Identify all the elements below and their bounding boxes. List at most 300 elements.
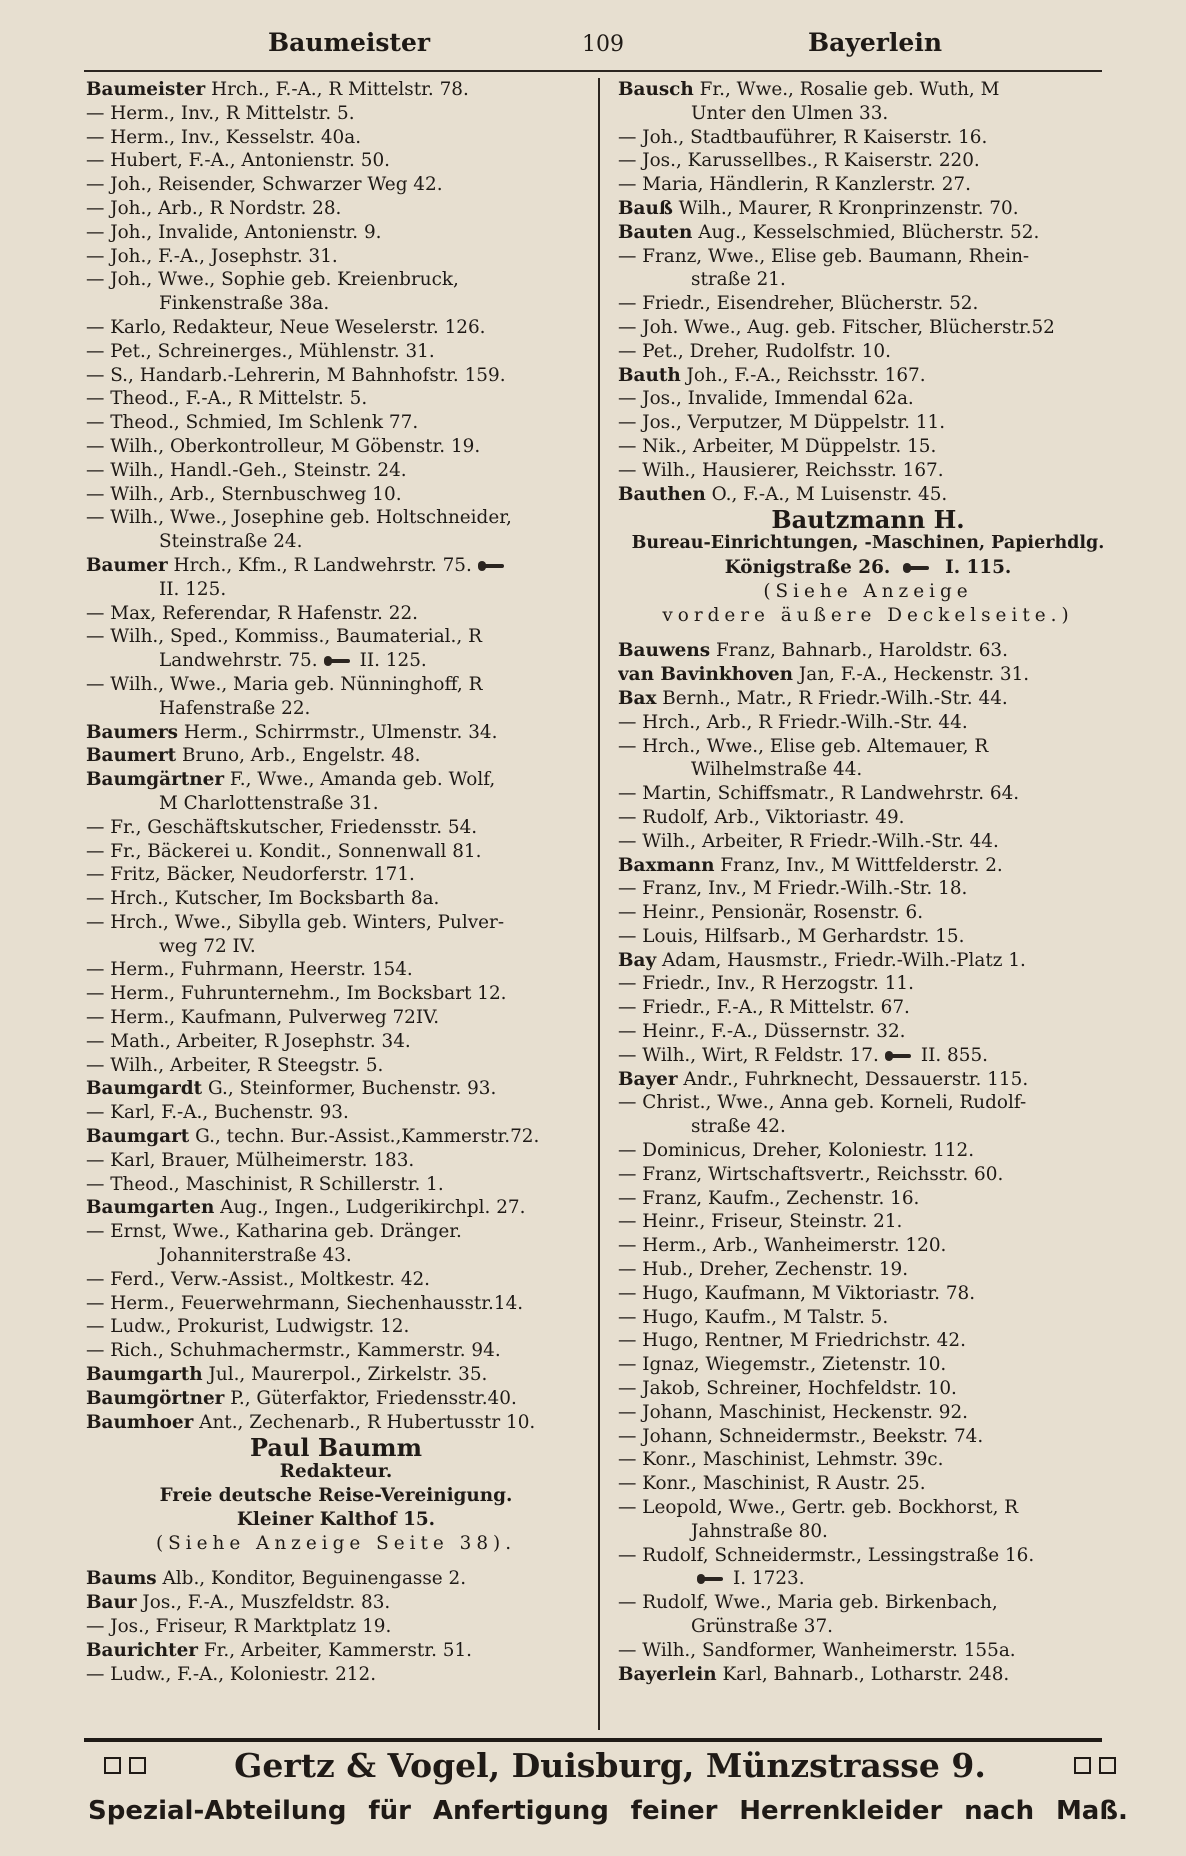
directory-entry — [86, 1615, 586, 1639]
entry-text: F., Wwe., Amanda geb. Wolf, — [224, 769, 496, 791]
directory-entry — [618, 1496, 1118, 1520]
entry-text: Aug., Ingen., Ludgerikirchpl. 27. — [214, 1197, 526, 1219]
directory-entry — [86, 958, 586, 982]
directory-entry — [86, 673, 586, 697]
entry-continuation — [618, 1520, 1118, 1544]
entry-text: — Nik., Arbeiter, M Düppelstr. 15. — [618, 435, 937, 457]
entry-text: — Wilh., Wwe., Maria geb. Nünninghoff, R — [86, 673, 483, 695]
directory-entry — [86, 554, 586, 578]
directory-entry — [618, 459, 1118, 483]
directory-entry — [618, 830, 1118, 854]
page-number: 109 — [582, 32, 624, 57]
entry-text: — Karl, F.-A., Buchenstr. 93. — [86, 1102, 349, 1124]
directory-entry — [618, 1353, 1118, 1377]
directory-entry — [618, 364, 1118, 388]
entry-text: — Pet., Schreinerges., Mühlenstr. 31. — [86, 340, 435, 362]
entry-text: — Hrch., Wwe., Sibylla geb. Winters, Pulver- — [86, 911, 505, 933]
entry-text: Hrch., Kfm., R Landwehrstr. 75. — [167, 554, 472, 576]
directory-entry — [86, 1196, 586, 1220]
entry-text: Finkenstraße 38a. — [159, 293, 330, 315]
directory-entry — [618, 1306, 1118, 1330]
ad-company-name: Bautzmann H. — [771, 505, 965, 535]
entry-text: — Karl, Brauer, Mülheimerstr. 183. — [86, 1149, 415, 1171]
entry-text: — Konr., Maschinist, R Austr. 25. — [618, 1473, 926, 1495]
directory-entry — [618, 411, 1118, 435]
directory-entry — [618, 126, 1118, 150]
entry-text: — Johann, Schneidermstr., Beekstr. 74. — [618, 1425, 984, 1447]
directory-entry — [86, 316, 586, 340]
entry-text: — Theod., F.-A., R Mittelstr. 5. — [86, 388, 368, 410]
entry-text: — Friedr., Eisendreher, Blücherstr. 52. — [618, 293, 979, 315]
entry-text: — Hubert, F.-A., Antonienstr. 50. — [86, 150, 390, 172]
directory-entry — [618, 639, 1118, 663]
entry-text: — Leopold, Wwe., Gertr. geb. Bockhorst, R — [618, 1497, 1019, 1519]
directory-entry — [618, 1163, 1118, 1187]
header-right-keyword: Bayerlein — [808, 28, 943, 57]
surname: Baxmann — [618, 854, 715, 876]
surname: Baumert — [86, 745, 177, 767]
surname: Bauwens — [618, 640, 711, 662]
directory-entry — [618, 1091, 1118, 1115]
entry-text: — Hugo, Kaufmann, M Viktoriastr. 78. — [618, 1282, 976, 1304]
directory-entry — [618, 1258, 1118, 1282]
entry-text: — Hrch., Arb., R Friedr.-Wilh.-Str. 44. — [618, 711, 968, 733]
surname: Bauß — [618, 197, 673, 219]
directory-entry — [86, 1054, 586, 1078]
directory-entry — [618, 483, 1118, 507]
entry-text: — S., Handarb.-Lehrerin, M Bahnhofstr. 159. — [86, 364, 506, 386]
right-entries-continued — [618, 639, 1118, 1686]
directory-entry — [86, 1030, 586, 1054]
directory-entry — [86, 1663, 586, 1687]
entry-text: — Hrch., Kutscher, Im Bocksbarth 8a. — [86, 888, 440, 910]
directory-entry — [86, 602, 586, 626]
directory-entry — [86, 911, 586, 935]
entry-text: straße 42. — [691, 1116, 786, 1138]
directory-entry — [618, 387, 1118, 411]
entry-text: — Jos., Invalide, Immendal 62a. — [618, 388, 914, 410]
surname: van Bavinkhoven — [618, 664, 794, 686]
entry-text: Wilh., Maurer, R Kronprinzenstr. 70. — [672, 197, 1019, 219]
footer-ad-word: Spezial-Abteilung — [88, 1796, 347, 1826]
directory-entry — [618, 854, 1118, 878]
entry-text: — Louis, Hilfsarb., M Gerhardstr. 15. — [618, 925, 965, 947]
directory-entry — [86, 173, 586, 197]
entry-continuation — [618, 1115, 1118, 1139]
directory-entry — [618, 1377, 1118, 1401]
entry-text: Bernh., Matr., R Friedr.-Wilh.-Str. 44. — [656, 687, 1008, 709]
directory-entry — [86, 483, 586, 507]
directory-entry — [86, 1639, 586, 1663]
directory-entry — [618, 1639, 1118, 1663]
directory-entry — [618, 435, 1118, 459]
entry-text: — Jos., Verputzer, M Düppelstr. 11. — [618, 412, 946, 434]
entry-text: — Rich., Schuhmachermstr., Kammerstr. 94. — [86, 1340, 501, 1362]
entry-text: P., Güterfaktor, Friedensstr.40. — [224, 1387, 517, 1409]
telephone-icon — [324, 656, 354, 666]
surname: Baumgärtner — [86, 769, 225, 791]
directory-entry — [86, 245, 586, 269]
ad-note2: vordere äußere Deckelseite.) — [662, 604, 1074, 626]
directory-entry — [618, 806, 1118, 830]
ad-title: Redakteur. — [279, 1461, 393, 1483]
entry-text: Alb., Konditor, Beguinengasse 2. — [156, 1568, 467, 1590]
directory-entry — [86, 625, 586, 649]
left-advertisement — [86, 1433, 586, 1555]
surname: Baumeister — [86, 79, 206, 100]
entry-continuation — [618, 758, 1118, 782]
entry-text: — Wilh., Arbeiter, R Friedr.-Wilh.-Str. 44. — [618, 830, 999, 852]
entry-text: — Fr., Geschäftskutscher, Friedensstr. 54. — [86, 816, 478, 838]
entry-text: Jul., Maurerpol., Zirkelstr. 35. — [202, 1364, 488, 1386]
entry-text: — Heinr., Pensionär, Rosenstr. 6. — [618, 902, 924, 924]
entry-text: Landwehrstr. 75. — [159, 650, 318, 672]
directory-entry — [618, 1282, 1118, 1306]
entry-text: — Ignaz, Wiegemstr., Zietenstr. 10. — [618, 1354, 947, 1376]
ad-note1: (Siehe Anzeige — [763, 580, 973, 602]
entry-text: Ant., Zechenarb., R Hubertusstr 10. — [193, 1411, 536, 1433]
telephone-icon — [478, 561, 508, 571]
entry-continuation — [86, 935, 586, 959]
entry-text: — Herm., Arb., Wanheimerstr. 120. — [618, 1235, 947, 1257]
right-column — [618, 78, 1118, 1686]
entry-text: Aug., Kesselschmied, Blücherstr. 52. — [692, 221, 1040, 243]
phone-number: II. 855. — [920, 1044, 988, 1066]
entry-continuation — [86, 578, 586, 602]
entry-text: — Hugo, Kaufm., M Talstr. 5. — [618, 1306, 889, 1328]
directory-entry — [86, 1149, 586, 1173]
directory-entry — [86, 364, 586, 388]
directory-entry — [86, 1387, 586, 1411]
directory-entry — [86, 744, 586, 768]
footer-ad-company: Gertz & Vogel, Duisburg, Münzstrasse 9. — [234, 1746, 986, 1785]
entry-text: — Christ., Wwe., Anna geb. Korneli, Rudolf- — [618, 1092, 1027, 1114]
entry-text: — Herm., Fuhrmann, Heerstr. 154. — [86, 959, 413, 981]
directory-entry — [86, 459, 586, 483]
phone-number: II. 125. — [359, 650, 427, 672]
entry-text: M Charlottenstraße 31. — [159, 792, 379, 814]
telephone-icon — [885, 1051, 915, 1061]
entry-text: Jahnstraße 80. — [691, 1520, 828, 1542]
directory-entry — [86, 1567, 586, 1591]
directory-entry — [618, 1329, 1118, 1353]
directory-entry — [618, 949, 1118, 973]
directory-entry — [618, 173, 1118, 197]
directory-entry — [618, 877, 1118, 901]
ad-address: Kleiner Kalthof 15. — [236, 1508, 436, 1530]
directory-entry — [618, 1448, 1118, 1472]
entry-text: — Maria, Händlerin, R Kanzlerstr. 27. — [618, 174, 971, 196]
entry-text: — Heinr., Friseur, Steinstr. 21. — [618, 1211, 903, 1233]
directory-entry — [618, 292, 1118, 316]
decor-squares-left — [100, 1757, 150, 1774]
entry-continuation — [618, 102, 1118, 126]
directory-entry — [86, 887, 586, 911]
directory-entry — [618, 972, 1118, 996]
entry-text: — Joh., Arb., R Nordstr. 28. — [86, 197, 342, 219]
directory-entry — [618, 340, 1118, 364]
ad-name: Paul Baumm — [250, 1433, 422, 1463]
entry-text: — Wilh., Sandformer, Wanheimerstr. 155a. — [618, 1639, 1016, 1661]
entry-text: Karl, Bahnarb., Lotharstr. 248. — [716, 1663, 1010, 1685]
directory-entry — [86, 721, 586, 745]
entry-text: — Hub., Dreher, Zechenstr. 19. — [618, 1259, 909, 1281]
directory-entry — [86, 435, 586, 459]
directory-entry — [86, 387, 586, 411]
directory-entry — [618, 1210, 1118, 1234]
left-entries — [86, 78, 586, 1434]
entry-text: — Jos., Karussellbes., R Kaiserstr. 220. — [618, 150, 980, 172]
surname: Bax — [618, 687, 657, 709]
surname: Baur — [86, 1592, 137, 1614]
directory-entry — [618, 149, 1118, 173]
footer-ad-word: nach — [964, 1796, 1035, 1826]
decor-squares-right — [1070, 1757, 1120, 1774]
entry-text: straße 21. — [691, 269, 786, 291]
directory-entry — [618, 1472, 1118, 1496]
entry-continuation — [618, 268, 1118, 292]
entry-text: Hafenstraße 22. — [159, 697, 311, 719]
directory-entry — [618, 197, 1118, 221]
ad-line1: Bureau-Einrichtungen, -Maschinen, Papierhdlg. — [631, 533, 1105, 554]
surname: Baumhoer — [86, 1411, 194, 1433]
directory-entry — [86, 1006, 586, 1030]
entry-text: Adam, Hausmstr., Friedr.-Wilh.-Platz 1. — [656, 949, 1026, 971]
ad-organization: Freie deutsche Reise-Vereinigung. — [159, 1485, 513, 1507]
entry-text: — Ludw., F.-A., Koloniestr. 212. — [86, 1663, 377, 1685]
entry-text: — Friedr., F.-A., R Mittelstr. 67. — [618, 997, 910, 1019]
entry-text: — Franz, Wirtschaftsvertr., Reichsstr. 60. — [618, 1163, 1004, 1185]
entry-text: — Hrch., Wwe., Elise geb. Altemauer, R — [618, 735, 989, 757]
header-rule — [84, 70, 1102, 72]
entry-text: — Rudolf, Arb., Viktoriastr. 49. — [618, 806, 905, 828]
entry-text: I. 1723. — [733, 1568, 805, 1590]
directory-entry — [86, 1363, 586, 1387]
entry-text: Franz, Inv., M Wittfelderstr. 2. — [714, 854, 1003, 876]
entry-text: — Max, Referendar, R Hafenstr. 22. — [86, 602, 418, 624]
directory-entry — [86, 411, 586, 435]
directory-entry — [86, 982, 586, 1006]
ad-note: (Siehe Anzeige Seite 38). — [155, 1532, 517, 1554]
footer-ad-line2 — [88, 1796, 1128, 1826]
directory-entry — [86, 149, 586, 173]
entry-text: — Franz, Kaufm., Zechenstr. 16. — [618, 1187, 920, 1209]
directory-entry — [618, 316, 1118, 340]
entry-text: — Pet., Dreher, Rudolfstr. 10. — [618, 340, 891, 362]
entry-text: — Ernst, Wwe., Katharina geb. Dränger. — [86, 1221, 462, 1243]
directory-entry — [86, 1591, 586, 1615]
entry-text: — Joh., Wwe., Sophie geb. Kreienbruck, — [86, 269, 459, 291]
footer-ad-word: für — [368, 1796, 411, 1826]
ad-line2 — [618, 556, 1118, 580]
entry-continuation — [618, 1567, 1118, 1591]
surname: Baumer — [86, 554, 168, 576]
ad-phone: I. 115. — [945, 556, 1012, 578]
directory-entry — [618, 1139, 1118, 1163]
directory-entry — [86, 863, 586, 887]
entry-text: — Wilh., Arbeiter, R Steegstr. 5. — [86, 1054, 384, 1076]
footer-ad-word: Maß. — [1055, 1796, 1128, 1826]
directory-entry — [86, 1173, 586, 1197]
entry-text: Unter den Ulmen 33. — [691, 102, 889, 124]
directory-entry — [86, 768, 586, 792]
entry-continuation — [618, 1615, 1118, 1639]
directory-entry — [86, 1315, 586, 1339]
entry-text: — Herm., Fuhrunternehm., Im Bocksbart 12. — [86, 983, 507, 1005]
directory-entry — [618, 1663, 1118, 1687]
directory-entry — [618, 1425, 1118, 1449]
surname: Baums — [86, 1568, 157, 1590]
directory-entry — [618, 925, 1118, 949]
surname: Baumers — [86, 721, 179, 743]
directory-entry — [618, 221, 1118, 245]
surname: Bausch — [618, 79, 694, 100]
entry-text: — Jakob, Schreiner, Hochfeldstr. 10. — [618, 1378, 957, 1400]
entry-text: — Wilh., Hausierer, Reichsstr. 167. — [618, 459, 944, 481]
directory-entry — [618, 1401, 1118, 1425]
entry-text: Joh., F.-A., Reichsstr. 167. — [680, 364, 926, 386]
entry-text: Wilhelmstraße 44. — [691, 759, 863, 781]
entry-text: — Joh., Reisender, Schwarzer Weg 42. — [86, 174, 443, 196]
directory-entry — [618, 735, 1118, 759]
right-advertisement — [618, 505, 1118, 627]
footer-ad-word: Anfertigung — [432, 1796, 609, 1826]
entry-text: — Dominicus, Dreher, Koloniestr. 112. — [618, 1140, 975, 1162]
entry-text: — Rudolf, Wwe., Maria geb. Birkenbach, — [618, 1592, 998, 1614]
directory-entry — [86, 840, 586, 864]
column-divider — [598, 78, 600, 1730]
entry-text: Andr., Fuhrknecht, Dessauerstr. 115. — [677, 1068, 1029, 1090]
directory-entry — [618, 901, 1118, 925]
header-left-keyword: Baumeister — [268, 28, 431, 57]
directory-entry — [618, 1020, 1118, 1044]
entry-text: — Theod., Schmied, Im Schlenk 77. — [86, 412, 419, 434]
directory-entry — [86, 126, 586, 150]
entry-text: Herm., Schirrmstr., Ulmenstr. 34. — [178, 721, 498, 743]
surname: Baurichter — [86, 1639, 198, 1661]
surname: Baumgart — [86, 1126, 190, 1148]
entry-text: Fr., Wwe., Rosalie geb. Wuth, M — [693, 79, 1000, 100]
footer-ad-word: Herrenkleider — [739, 1796, 943, 1826]
entry-text: — Heinr., F.-A., Düssernstr. 32. — [618, 1021, 906, 1043]
surname: Bayer — [618, 1068, 678, 1090]
entry-text: weg 72 IV. — [159, 935, 256, 957]
entry-continuation — [86, 292, 586, 316]
entry-continuation — [86, 697, 586, 721]
surname: Bauten — [618, 221, 693, 243]
surname: Bay — [618, 949, 657, 971]
entry-text: — Friedr., Inv., R Herzogstr. 11. — [618, 973, 914, 995]
directory-entry — [86, 1077, 586, 1101]
entry-text: — Jos., Friseur, R Marktplatz 19. — [86, 1616, 392, 1637]
directory-entry — [618, 996, 1118, 1020]
entry-text: — Wilh., Wwe., Josephine geb. Holtschneider, — [86, 507, 512, 529]
directory-entry — [618, 1234, 1118, 1258]
entry-text: — Franz, Wwe., Elise geb. Baumann, Rhein- — [618, 245, 1030, 267]
directory-entry — [86, 102, 586, 126]
ad-street: Königstraße 26. — [724, 556, 891, 578]
surname: Bauthen — [618, 483, 706, 505]
telephone-icon — [903, 563, 933, 573]
surname: Bayerlein — [618, 1663, 717, 1685]
surname: Baumgardt — [86, 1078, 203, 1100]
entry-text: — Joh., Stadtbauführer, R Kaiserstr. 16. — [618, 126, 988, 148]
entry-text: — Wilh., Sped., Kommiss., Baumaterial., R — [86, 626, 482, 648]
directory-entry — [618, 1544, 1118, 1568]
entry-text: Steinstraße 24. — [159, 531, 303, 553]
entry-text: — Rudolf, Schneidermstr., Lessingstraße 16. — [618, 1544, 1035, 1566]
directory-entry — [618, 1044, 1118, 1068]
surname: Baumgarth — [86, 1364, 203, 1386]
entry-text: — Herm., Kaufmann, Pulverweg 72IV. — [86, 1007, 440, 1029]
directory-entry — [86, 1292, 586, 1316]
entry-text: Bruno, Arb., Engelstr. 48. — [176, 745, 421, 767]
entry-text: Jan, F.-A., Heckenstr. 31. — [793, 664, 1030, 686]
entry-text: — Theod., Maschinist, R Schillerstr. 1. — [86, 1173, 444, 1195]
directory-entry — [86, 1411, 586, 1435]
surname: Bauth — [618, 364, 681, 386]
entry-text: — Wilh., Oberkontrolleur, M Göbenstr. 19. — [86, 435, 481, 457]
directory-entry — [618, 663, 1118, 687]
directory-entry — [86, 1101, 586, 1125]
directory-entry — [618, 711, 1118, 735]
entry-text: — Joh., Invalide, Antonienstr. 9. — [86, 221, 382, 243]
entry-continuation — [86, 649, 586, 673]
directory-entry — [618, 1591, 1118, 1615]
entry-text: O., F.-A., M Luisenstr. 45. — [705, 483, 948, 505]
directory-entry — [618, 782, 1118, 806]
entry-text: G., techn. Bur.-Assist.,Kammerstr.72. — [189, 1126, 540, 1148]
directory-entry — [618, 1068, 1118, 1092]
entry-text: — Johann, Maschinist, Heckenstr. 92. — [618, 1401, 969, 1423]
entry-continuation — [86, 1244, 586, 1268]
footer-ad-line1 — [100, 1746, 1120, 1785]
directory-entry — [618, 687, 1118, 711]
entry-text: II. 125. — [159, 578, 227, 600]
directory-entry — [86, 1125, 586, 1149]
entry-text: — Math., Arbeiter, R Josephstr. 34. — [86, 1030, 411, 1052]
directory-entry — [86, 816, 586, 840]
entry-text: — Fritz, Bäcker, Neudorferstr. 171. — [86, 864, 415, 886]
entry-continuation — [86, 792, 586, 816]
directory-entry — [86, 340, 586, 364]
directory-entry — [86, 221, 586, 245]
entry-text: — Konr., Maschinist, Lehmstr. 39c. — [618, 1449, 944, 1471]
entry-text: Fr., Arbeiter, Kammerstr. 51. — [197, 1639, 473, 1661]
surname: Baumgarten — [86, 1197, 215, 1219]
entry-text: — Herm., Feuerwehrmann, Siechenhausstr.14. — [86, 1292, 524, 1314]
entry-text: — Herm., Inv., R Mittelstr. 5. — [86, 102, 355, 124]
entry-text: — Franz, Inv., M Friedr.-Wilh.-Str. 18. — [618, 878, 968, 900]
entry-text: — Wilh., Handl.-Geh., Steinstr. 24. — [86, 459, 407, 481]
entry-text: — Herm., Inv., Kesselstr. 40a. — [86, 126, 362, 148]
telephone-icon — [697, 1574, 727, 1584]
entry-text: — Ferd., Verw.-Assist., Moltkestr. 42. — [86, 1268, 431, 1290]
directory-entry — [86, 1339, 586, 1363]
left-entries-continued — [86, 1567, 586, 1686]
entry-text: Hrch., F.-A., R Mittelstr. 78. — [205, 79, 469, 100]
left-column — [86, 78, 586, 1686]
entry-text: — Wilh., Wirt, R Feldstr. 17. — [618, 1044, 879, 1066]
directory-entry — [86, 1220, 586, 1244]
entry-text: — Ludw., Prokurist, Ludwigstr. 12. — [86, 1316, 410, 1338]
entry-text: Jos., F.-A., Muszfeldstr. 83. — [136, 1592, 391, 1614]
right-entries — [618, 78, 1118, 506]
directory-entry — [86, 78, 586, 102]
entry-text: Franz, Bahnarb., Haroldstr. 63. — [710, 640, 1008, 662]
directory-entry — [618, 78, 1118, 102]
entry-text: — Joh., F.-A., Josephstr. 31. — [86, 245, 338, 267]
